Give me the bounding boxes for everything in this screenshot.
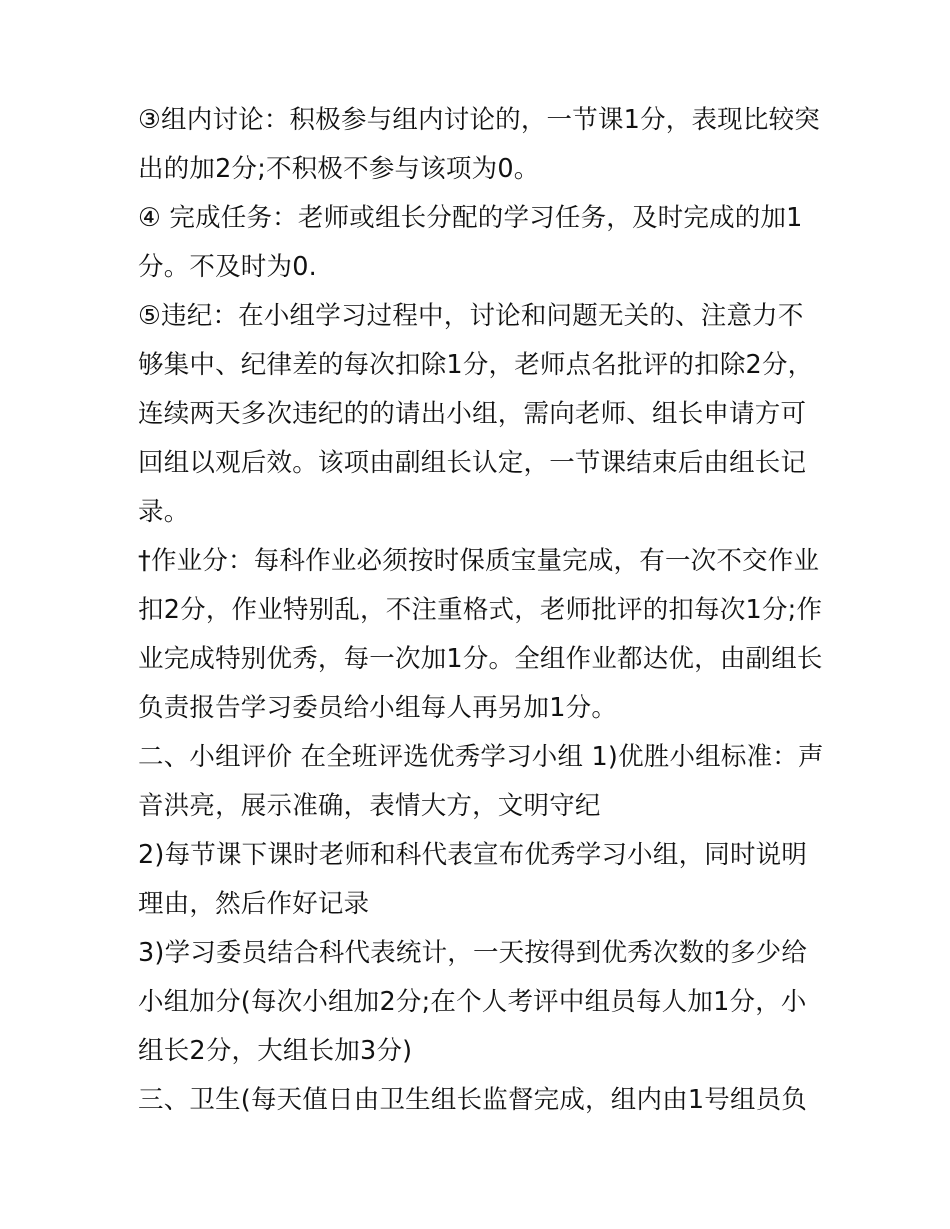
document-body [138,96,828,1125]
paragraph-8: 三、卫生(每天值日由卫生组长监督完成，组内由1号组员负 [138,1085,808,1115]
paragraph-7: 3)学习委员结合科代表统计，一天按得到优秀次数的多少给小组加分(每次小组加2分;在个人考评中组员每人加1分，小组长2分，大组长加3分) [138,938,808,1066]
paragraph-5: 二、小组评价 在全班评选优秀学习小组 1)优胜小组标准：声音洪亮，展示准确，表情大方，文明守纪 [138,742,824,821]
paragraph-6: 2)每节课下课时老师和科代表宣布优秀学习小组，同时说明理由，然后作好记录 [138,840,808,919]
paragraph-4: †作业分：每科作业必须按时保质宝量完成，有一次不交作业扣2分，作业特别乱，不注重格式，老师批评的扣每次1分;作业完成特别优秀，每一次加1分。全组作业都达优，由副组长负责报告学习委员给小组每人再另加1分。 [138,546,823,723]
paragraph-1: ③组内讨论：积极参与组内讨论的，一节课1分，表现比较突出的加2分;不积极不参与该项为0。 [138,105,820,184]
paragraph-3: ⑤违纪：在小组学习过程中，讨论和问题无关的、注意力不够集中、纪律差的每次扣除1分，老师点名批评的扣除2分，连续两天多次违纪的的请出小组，需向老师、组长申请方可回组以观后效。该项由副组长认定，一节课结束后由组长记录。 [138,301,814,527]
paragraph-2: ④ 完成任务：老师或组长分配的学习任务，及时完成的加1分。不及时为0. [138,203,803,282]
